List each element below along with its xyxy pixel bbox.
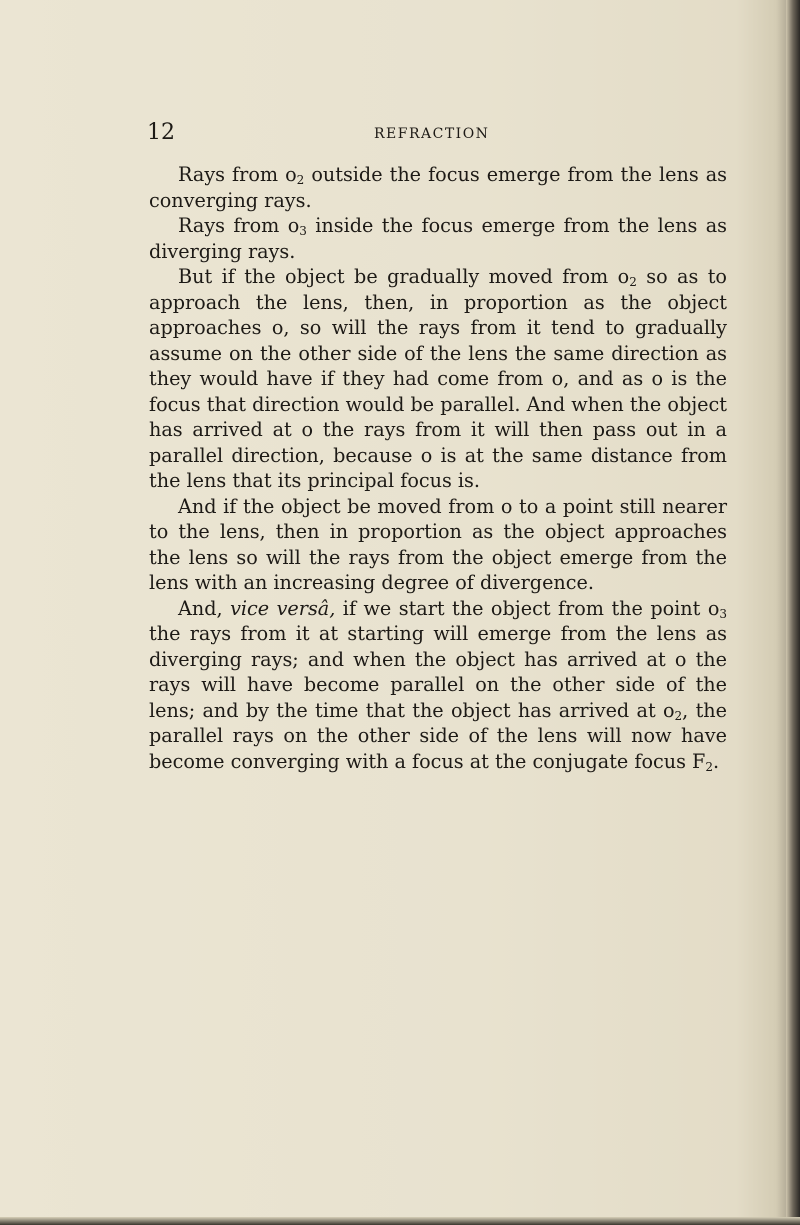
subscript: 2: [296, 173, 305, 187]
text-run: .: [713, 749, 720, 773]
page-number: 12: [147, 120, 175, 145]
text-run: the rays from it at starting will emerge from the lens as diverging rays; and when the object has arrived at o the rays will have become parallel on the other side of the lens; and by the time that the object has arrived at o: [149, 622, 727, 722]
text-run: Rays from o: [178, 163, 297, 186]
paragraph-1: [149, 162, 727, 213]
text-run: , the parallel rays on the other side of the lens will now have become converging with a focus at the conjugate focus F: [149, 698, 727, 773]
subscript: 2: [674, 708, 683, 723]
running-head: REFRACTION: [374, 126, 490, 142]
subscript: 3: [299, 224, 307, 238]
text-run: But if the object be gradually moved from o: [178, 265, 630, 288]
text-run: outside the focus emerge from the lens as converging rays.: [149, 163, 727, 212]
page-header: [147, 120, 747, 150]
text-run: so as to approach the lens, then, in proportion as the object approaches o, so will the rays from it tend to gradually assume on the other side of the lens the same direction as they would have if they had come from o, and as o is the focus that direction would be parallel. And when the object has arrived at o the rays from it will then pass out in a parallel direction, because o is at the same distance from the lens that its principal focus is.: [149, 265, 727, 492]
page-edge-shadow: [786, 0, 800, 1225]
text-run: And,: [178, 596, 231, 620]
text-run: And if the object be moved from o to a point still nearer to the lens, then in proportion as the object approaches the lens so will the rays from the object emerge from the lens with an increasing degree of divergence.: [149, 494, 727, 594]
paragraph-2: [149, 213, 727, 264]
subscript: 2: [705, 759, 714, 774]
paragraph-3: [149, 264, 727, 494]
text-run: if we start the object from the point o: [335, 596, 720, 620]
page-bottom-edge: [0, 1217, 800, 1225]
paragraph-5: [149, 596, 727, 775]
body-text: [149, 162, 727, 774]
paragraph-4: [149, 494, 727, 596]
italic-text: vice versâ,: [230, 596, 336, 620]
text-run: Rays from o: [178, 214, 300, 237]
text-run: inside the focus emerge from the lens as diverging rays.: [149, 214, 727, 263]
subscript: 3: [719, 606, 728, 621]
subscript: 2: [629, 275, 637, 289]
